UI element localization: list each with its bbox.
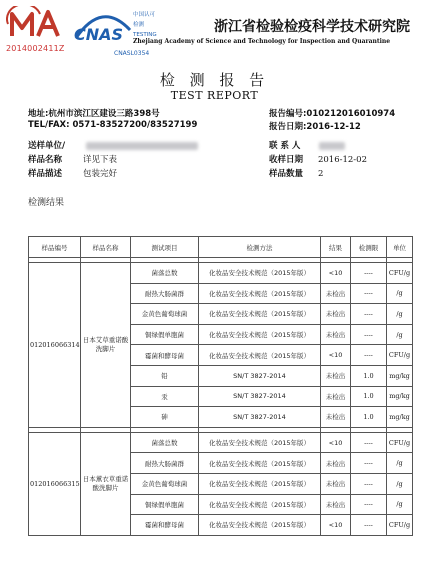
results-table xyxy=(28,236,413,536)
quantity-row xyxy=(269,167,323,179)
unit-cell: CFU/g xyxy=(387,263,413,284)
sender-row xyxy=(28,139,198,151)
result-cell: 未检出 xyxy=(321,473,351,494)
test-item-cell: 耐热大肠菌群 xyxy=(131,453,199,474)
address-label: 地址: xyxy=(28,109,49,119)
test-method-cell: 化妆品安全技术规范（2015年版） xyxy=(199,324,321,345)
result-cell: 未检出 xyxy=(321,407,351,428)
header-sample-id: 样品编号 xyxy=(29,237,81,258)
header-test-item: 测试项目 xyxy=(131,237,199,258)
sender-redacted xyxy=(86,142,198,150)
quantity-label: 样品数量 xyxy=(269,169,304,179)
test-method-cell: SN/T 3827-2014 xyxy=(199,365,321,386)
limit-cell: ---- xyxy=(351,283,387,304)
address-row xyxy=(28,107,160,119)
result-cell: 未检出 xyxy=(321,365,351,386)
results-body xyxy=(29,258,413,536)
receive-date-row xyxy=(269,153,367,165)
limit-cell: ---- xyxy=(351,324,387,345)
header-limit: 检测限 xyxy=(351,237,387,258)
report-date-row xyxy=(269,120,361,132)
table-header-row xyxy=(29,237,413,258)
limit-cell: ---- xyxy=(351,345,387,366)
cnas-line-1: 中国认可 xyxy=(133,12,156,18)
institute-name-en: Zhejiang Academy of Science and Technology for Inspection and Quarantine xyxy=(133,38,391,45)
header-result: 结果 xyxy=(321,237,351,258)
limit-cell: 1.0 xyxy=(351,365,387,386)
product-label: 样品名称 xyxy=(28,155,63,165)
cma-code: 2014002411Z xyxy=(6,44,65,53)
report-title-cn: 检 测 报 告 xyxy=(159,71,270,89)
unit-cell: /g xyxy=(387,324,413,345)
test-item-cell: 耐热大肠菌群 xyxy=(131,283,199,304)
cnas-logo-icon xyxy=(72,8,134,48)
institute-name-cn: 浙江省检验检疫科学技术研究院 xyxy=(214,19,410,35)
test-method-cell: 化妆品安全技术规范（2015年版） xyxy=(199,283,321,304)
limit-cell: ---- xyxy=(351,304,387,325)
unit-cell: mg/kg xyxy=(387,365,413,386)
limit-cell: ---- xyxy=(351,453,387,474)
test-item-cell: 霉菌和酵母菌 xyxy=(131,345,199,366)
limit-cell: ---- xyxy=(351,515,387,536)
unit-cell: CFU/g xyxy=(387,345,413,366)
unit-cell: mg/kg xyxy=(387,407,413,428)
report-number-row xyxy=(269,107,395,119)
section-title: 检测结果 xyxy=(28,198,65,208)
limit-cell: ---- xyxy=(351,473,387,494)
test-item-cell: 汞 xyxy=(131,386,199,407)
cnas-line-3: TESTING xyxy=(133,32,157,38)
result-cell: 未检出 xyxy=(321,386,351,407)
sample-id-cell: 012016066314 xyxy=(29,263,81,428)
sample-name-cell: 日本艾草重诺酸洗脚片 xyxy=(81,263,131,428)
unit-cell: /g xyxy=(387,304,413,325)
result-cell: 未检出 xyxy=(321,283,351,304)
contact-redacted xyxy=(319,142,345,150)
tel-row xyxy=(28,120,197,130)
limit-cell: ---- xyxy=(351,263,387,284)
unit-cell: /g xyxy=(387,494,413,515)
sample-id-cell: 012016066315 xyxy=(29,432,81,535)
report-number: 010212016010974 xyxy=(306,109,396,119)
tel-label: TEL/FAX: xyxy=(28,120,70,130)
test-method-cell: 化妆品安全技术规范（2015年版） xyxy=(199,494,321,515)
contact-label: 联 系 人 xyxy=(269,141,301,151)
report-date-label: 报告日期: xyxy=(269,122,307,132)
test-item-cell: 金黄色葡萄球菌 xyxy=(131,304,199,325)
test-method-cell: 化妆品安全技术规范（2015年版） xyxy=(199,345,321,366)
unit-cell: CFU/g xyxy=(387,515,413,536)
description-value: 包装完好 xyxy=(82,169,117,179)
test-item-cell: 菌落总数 xyxy=(131,263,199,284)
unit-cell: CFU/g xyxy=(387,432,413,453)
test-method-cell: 化妆品安全技术规范（2015年版） xyxy=(199,263,321,284)
quantity-value: 2 xyxy=(317,169,324,179)
test-method-cell: 化妆品安全技术规范（2015年版） xyxy=(199,432,321,453)
test-item-cell: 金黄色葡萄球菌 xyxy=(131,473,199,494)
cnas-line-2: 检测 xyxy=(133,22,145,28)
test-method-cell: 化妆品安全技术规范（2015年版） xyxy=(199,453,321,474)
cnas-code: CNASL0354 xyxy=(114,50,150,57)
product-row xyxy=(28,153,117,165)
sender-label: 送样单位/ xyxy=(28,141,66,151)
limit-cell: 1.0 xyxy=(351,407,387,428)
description-row xyxy=(28,167,117,179)
test-method-cell: 化妆品安全技术规范（2015年版） xyxy=(199,473,321,494)
result-cell: <10 xyxy=(321,263,351,284)
report-title-en: TEST REPORT xyxy=(170,89,259,102)
receive-date: 2016-12-02 xyxy=(317,155,367,165)
sample-name-cell: 日本薰衣草重诺酸洗脚片 xyxy=(81,432,131,535)
test-method-cell: 化妆品安全技术规范（2015年版） xyxy=(199,304,321,325)
contact-row xyxy=(269,139,345,151)
unit-cell: /g xyxy=(387,473,413,494)
unit-cell: mg/kg xyxy=(387,386,413,407)
unit-cell: /g xyxy=(387,283,413,304)
test-item-cell: 铅 xyxy=(131,365,199,386)
test-method-cell: SN/T 3827-2014 xyxy=(199,386,321,407)
result-cell: 未检出 xyxy=(321,453,351,474)
header-unit: 单位 xyxy=(387,237,413,258)
header-test-method: 检测方法 xyxy=(199,237,321,258)
result-cell: <10 xyxy=(321,515,351,536)
result-cell: <10 xyxy=(321,432,351,453)
test-item-cell: 砷 xyxy=(131,407,199,428)
test-method-cell: SN/T 3827-2014 xyxy=(199,407,321,428)
cnas-label: CNAS xyxy=(74,25,124,44)
cma-logo-icon xyxy=(6,6,68,42)
result-cell: 未检出 xyxy=(321,494,351,515)
receive-date-label: 收样日期 xyxy=(269,155,304,165)
limit-cell: ---- xyxy=(351,432,387,453)
result-cell: <10 xyxy=(321,345,351,366)
description-label: 样品描述 xyxy=(28,169,63,179)
table-row xyxy=(29,263,413,284)
report-date: 2016-12-12 xyxy=(306,122,361,132)
limit-cell: ---- xyxy=(351,494,387,515)
tel-value: 0571-83527200/83527199 xyxy=(72,120,198,130)
test-item-cell: 铜绿假单胞菌 xyxy=(131,324,199,345)
report-number-label: 报告编号: xyxy=(269,109,307,119)
result-cell: 未检出 xyxy=(321,304,351,325)
address-value: 杭州市滨江区建设三路398号 xyxy=(48,109,160,119)
product-value: 详见下表 xyxy=(82,155,117,165)
test-item-cell: 菌落总数 xyxy=(131,432,199,453)
test-item-cell: 铜绿假单胞菌 xyxy=(131,494,199,515)
limit-cell: 1.0 xyxy=(351,386,387,407)
table-row xyxy=(29,432,413,453)
unit-cell: /g xyxy=(387,453,413,474)
header-sample-name: 样品名称 xyxy=(81,237,131,258)
test-item-cell: 霉菌和酵母菌 xyxy=(131,515,199,536)
result-cell: 未检出 xyxy=(321,324,351,345)
test-method-cell: 化妆品安全技术规范（2015年版） xyxy=(199,515,321,536)
